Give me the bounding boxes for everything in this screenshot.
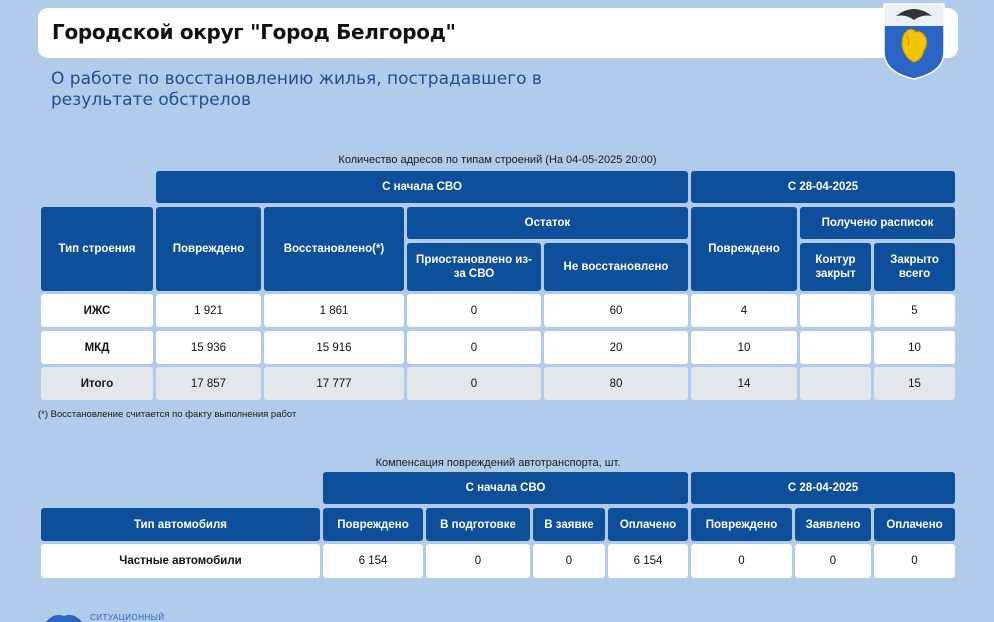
- table2-caption: Компенсация повреждений автотранспорта, шт.: [375, 457, 621, 469]
- table-cell: 15: [874, 367, 955, 400]
- table-cell: 0: [426, 544, 530, 578]
- table-cell: 10: [691, 331, 797, 364]
- page-subtitle: О работе по восстановлению жилья, пострадавшего в результате обстрелов: [51, 69, 542, 110]
- col-damaged: Повреждено: [156, 207, 261, 291]
- col-remainder: Остаток: [407, 207, 688, 239]
- table-cell: 10: [874, 331, 955, 364]
- table-cell: 0: [407, 294, 541, 327]
- col-receipts: Получено расписок: [800, 207, 955, 239]
- table-cell: 15 916: [264, 331, 404, 364]
- coat-of-arms-icon: [882, 0, 946, 80]
- col-building-type: Тип строения: [41, 207, 153, 291]
- table-cell: 0: [874, 544, 955, 578]
- col-preparing: В подготовке: [426, 508, 530, 541]
- table2-group-since-svo: С начала СВО: [323, 472, 688, 504]
- table-cell: 0: [407, 331, 541, 364]
- table-row-label: Итого: [41, 367, 153, 400]
- table-cell: 17 777: [264, 367, 404, 400]
- table-cell: [800, 294, 871, 327]
- col-damaged-since-date: Повреждено: [691, 508, 792, 541]
- table-cell: 4: [691, 294, 797, 327]
- footer-logo: [44, 610, 204, 622]
- col-declared: Заявлено: [795, 508, 871, 541]
- col-contour-closed: Контур закрыт: [800, 243, 871, 291]
- col-closed-total: Закрыто всего: [874, 243, 955, 291]
- col-damaged: Повреждено: [323, 508, 423, 541]
- table-cell: 15 936: [156, 331, 261, 364]
- table-cell: 0: [691, 544, 792, 578]
- page-title: Городской округ "Город Белгород": [52, 20, 456, 44]
- col-suspended: Приостановлено из-за СВО: [407, 243, 541, 291]
- table-cell: [800, 367, 871, 400]
- table1-footnote: (*) Восстановление считается по факту выполнения работ: [38, 409, 297, 420]
- table-cell: 14: [691, 367, 797, 400]
- table-row-label: ИЖС: [41, 294, 153, 327]
- table-cell: 1 921: [156, 294, 261, 327]
- table-cell: 0: [795, 544, 871, 578]
- logo-mark-icon: [44, 610, 84, 622]
- col-paid: Оплачено: [608, 508, 688, 541]
- table1-group-since-date: С 28-04-2025: [691, 171, 955, 203]
- col-not-restored: Не восстановлено: [544, 243, 688, 291]
- col-vehicle-type: Тип автомобиля: [41, 508, 320, 541]
- col-in-request: В заявке: [533, 508, 605, 541]
- table-cell: 6 154: [323, 544, 423, 578]
- table-cell: 1 861: [264, 294, 404, 327]
- table-cell: 80: [544, 367, 688, 400]
- table-cell: [800, 331, 871, 364]
- table-cell: 6 154: [608, 544, 688, 578]
- col-damaged-since-date: Повреждено: [691, 207, 797, 291]
- table-cell: 60: [544, 294, 688, 327]
- table-cell: 0: [407, 367, 541, 400]
- table-cell: 20: [544, 331, 688, 364]
- footer-logo-text: СИТУАЦИОННЫЙ: [90, 613, 165, 622]
- table-cell: 0: [533, 544, 605, 578]
- table1-caption: Количество адресов по типам строений (На 04-05-2025 20:00): [338, 154, 657, 166]
- col-paid-since-date: Оплачено: [874, 508, 955, 541]
- table-row-label: МКД: [41, 331, 153, 364]
- table1-group-since-svo: С начала СВО: [156, 171, 688, 203]
- table-row-label: Частные автомобили: [41, 544, 320, 578]
- col-restored: Восстановлено(*): [264, 207, 404, 291]
- table2-group-since-date: С 28-04-2025: [691, 472, 955, 504]
- table-cell: 5: [874, 294, 955, 327]
- table-cell: 17 857: [156, 367, 261, 400]
